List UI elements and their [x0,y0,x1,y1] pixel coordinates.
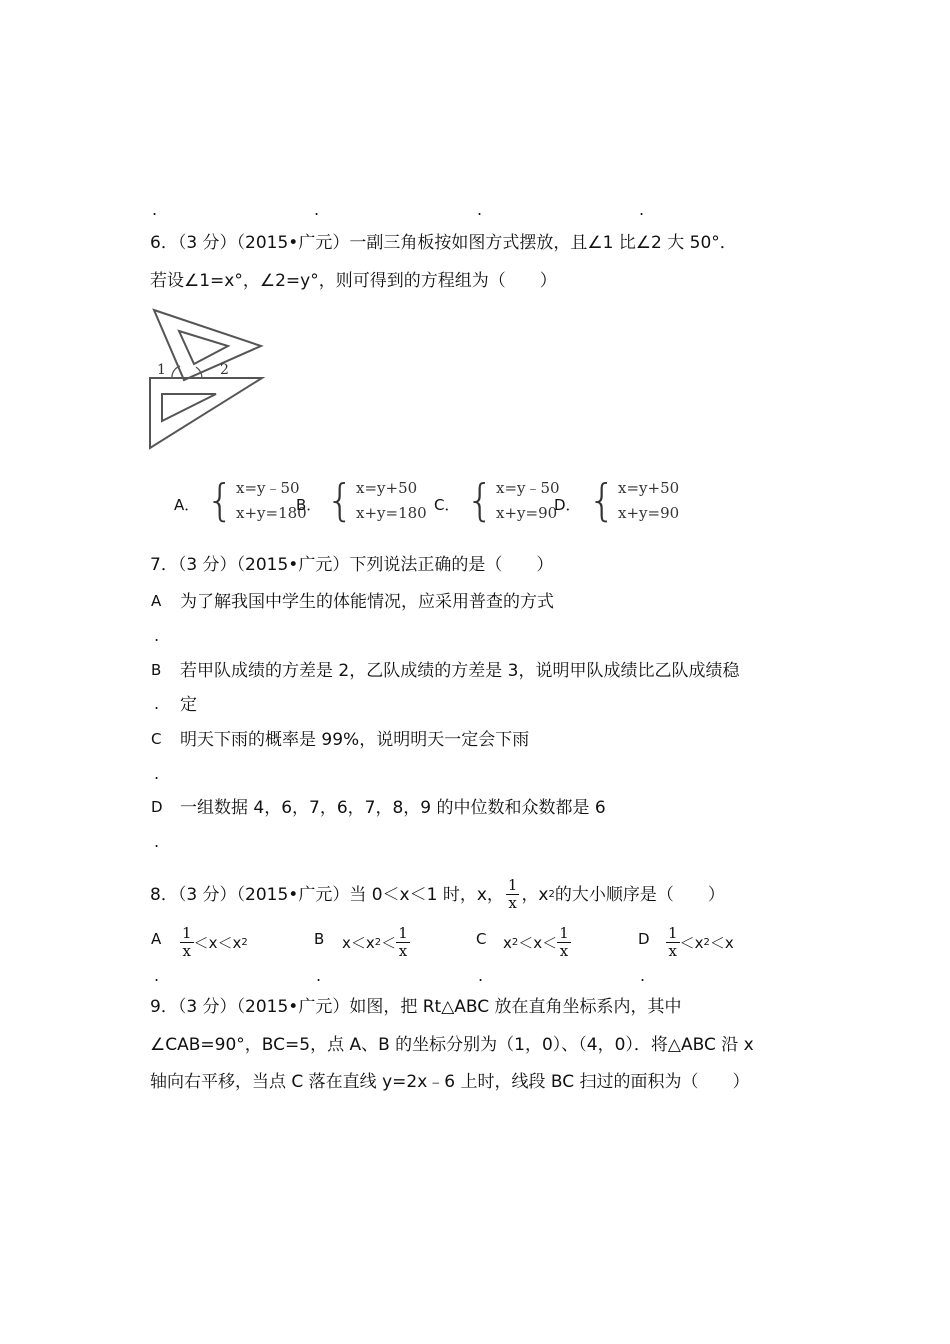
eq1: x=y﹣50 [496,479,560,497]
q7-option-a-text: 为了解我国中学生的体能情况，应采用普查的方式 [180,592,554,612]
q7-option-c-letter: C [151,730,162,748]
q8-option-c-dot: . [478,966,484,985]
top-dot: . [152,200,158,219]
fraction: $\frac{1}{x}$ [398,924,408,960]
eq2: x+y=180 [356,504,427,522]
q8-option-b-letter: B [314,930,325,948]
eq2: x+y=90 [618,504,680,522]
fraction-denominator: x [508,894,517,912]
q8-stem-fraction [506,878,520,911]
q8-stem-c: 的大小顺序是（ ） [554,884,725,905]
angle1-label: 1 [157,362,166,378]
q7-option-b-text-cont: 定 [180,695,197,715]
q6-option-d-letter: D． [554,496,581,514]
q8-option-d-letter: D [638,930,650,948]
q7-option-b-letter: B [151,661,162,679]
eq2: x+y=90 [496,504,558,522]
q9-stem-line1: 9．（3 分）（2015•广元）如图，把 Rt△ABC 放在直角坐标系内，其中 [150,997,682,1017]
q7-option-c-dot: . [154,764,160,783]
top-dot: . [314,200,320,219]
fraction-numerator: 1 [507,876,518,894]
q6-option-c-letter: C． [434,496,460,514]
q9-stem-line2: ∠CAB=90°，BC=5，点 A、B 的坐标分别为（1，0）、（4，0）．将△ABC 沿 x [150,1035,754,1055]
q7-option-a-letter: A [151,592,162,610]
q6-option-c-system [466,476,560,526]
q6-option-b-letter: B． [296,496,322,514]
fraction: $\frac{1}{x}$ [559,924,569,960]
q6-stem-line1: 6．（3 分）（2015•广元）一副三角板按如图方式摆放，且∠1 比∠2 大 50°． [150,233,737,253]
upper-set-square-inner [179,331,228,364]
eq1: x=y+50 [618,479,680,497]
q7-option-b-dot: . [154,694,160,713]
q6-option-a-letter: A． [174,496,200,514]
q8-option-d-dot: . [640,966,646,985]
q6-triangle-figure [146,304,270,454]
q7-option-d-dot: . [154,832,160,851]
q8-option-b-expr: x ＜ x 2 ＜ $\frac{1}{x}$ [342,924,408,960]
q8-option-c-letter: C [476,930,487,948]
eq1: x=y+50 [356,479,418,497]
q9-stem-line3: 轴向右平移，当点 C 落在直线 y=2x﹣6 上时，线段 BC 扫过的面积为（ ） [150,1072,750,1092]
q7-option-c-text: 明天下雨的概率是 99%，说明明天一定会下雨 [180,730,530,750]
fraction: $\frac{1}{x}$ [182,924,192,960]
upper-set-square [154,310,261,380]
q8-stem-a: 8．（3 分）（2015•广元）当 0＜x＜1 时，x， [150,884,504,905]
q7-option-a-dot: . [154,626,160,645]
q8-stem [150,878,725,911]
angle2-label: 2 [220,362,229,378]
q6-option-a-system [206,476,307,526]
brace-icon: { [466,475,494,526]
q8-stem-b: ，x [521,884,549,905]
brace-icon: { [206,475,234,526]
lower-set-square [150,378,262,448]
q7-option-b-text: 若甲队成绩的方差是 2，乙队成绩的方差是 3，说明甲队成绩比乙队成绩稳 [180,661,740,681]
q8-option-a-dot: . [154,966,160,985]
q8-option-d-expr: $\frac{1}{x}$ ＜ x 2 ＜ x [668,924,734,960]
brace-icon: { [588,475,616,526]
q7-option-d-text: 一组数据 4，6，7，6，7，8，9 的中位数和众数都是 6 [180,798,606,818]
lower-set-square-inner [162,394,216,421]
q6-stem-line2: 若设∠1=x°，∠2=y°，则可得到的方程组为（ ） [150,271,557,291]
top-dot: . [477,200,483,219]
top-dot: . [639,200,645,219]
q6-option-b-system [326,476,427,526]
q8-option-b-dot: . [316,966,322,985]
q8-stem-sup: 2 [548,888,555,900]
eq1: x=y﹣50 [236,479,300,497]
q7-option-d-letter: D [151,798,163,816]
q6-option-d-system [588,476,679,526]
fraction: $\frac{1}{x}$ [668,924,678,960]
brace-icon: { [326,475,354,526]
eq2: x+y=180 [236,504,307,522]
q7-stem: 7．（3 分）（2015•广元）下列说法正确的是（ ） [150,555,554,575]
q8-option-a-expr: $\frac{1}{x}$ ＜ x ＜ x 2 [182,924,248,960]
q8-option-c-expr: x 2 ＜ x ＜ $\frac{1}{x}$ [503,924,569,960]
q8-option-a-letter: A [151,930,162,948]
